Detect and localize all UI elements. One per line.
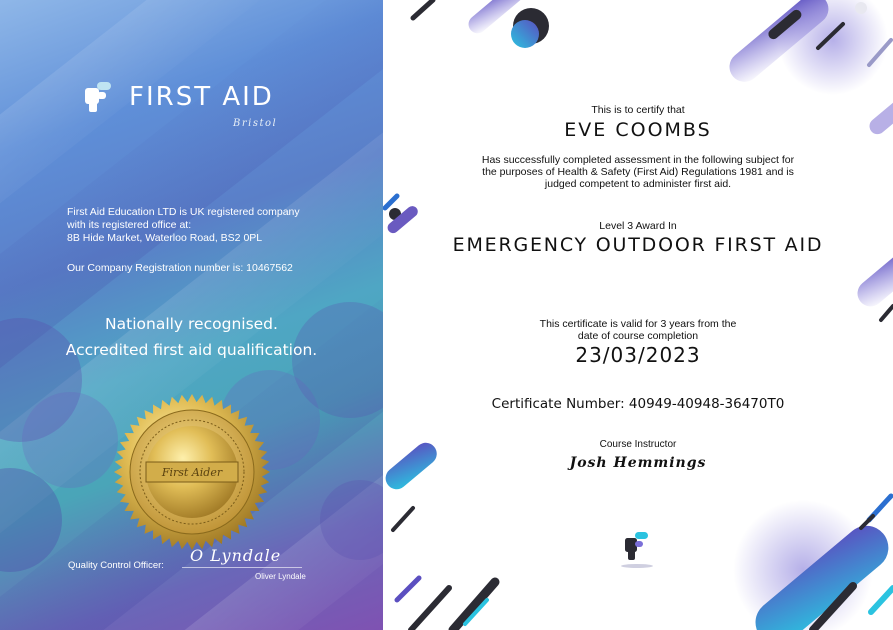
mini-logo-icon <box>621 528 653 564</box>
assessment-text <box>383 154 893 190</box>
gold-seal-icon <box>112 392 272 552</box>
quality-control-name: Oliver Lyndale <box>255 572 306 581</box>
course-title: EMERGENCY OUTDOOR FIRST AID <box>452 234 824 256</box>
signature-line <box>182 567 302 568</box>
award-level: Level 3 Award In <box>599 220 677 232</box>
seal-text: First Aider <box>161 466 223 479</box>
validity-text <box>383 318 893 342</box>
quality-control-label: Quality Control Officer: <box>68 560 164 571</box>
certificate-number: Certificate Number: 40949-40948-36470T0 <box>491 396 785 412</box>
first-aid-logo-icon <box>80 78 116 114</box>
company-info <box>67 206 337 245</box>
recipient-name: EVE COOMBS <box>564 119 712 141</box>
validity-line: date of course completion <box>577 330 699 342</box>
tagline-line-2: Accredited first aid qualification. <box>65 341 318 359</box>
completion-date: 23/03/2023 <box>575 343 701 367</box>
certify-text: This is to certify that <box>591 104 685 116</box>
validity-line: This certificate is valid for 3 years from the <box>539 318 737 330</box>
brand-subtitle: Bristol <box>233 118 278 129</box>
brand-block <box>80 76 320 136</box>
company-address: 8B Hide Market, Waterloo Road, BS2 0PL <box>67 232 263 244</box>
tagline-line-1: Nationally recognised. <box>105 315 278 333</box>
left-panel <box>0 0 383 630</box>
assessment-line: the purposes of Health & Safety (First Aid) Regulations 1981 and is <box>482 166 794 178</box>
instructor-signature: Josh Hemmings <box>569 455 707 471</box>
quality-control-signature: O Lyndale <box>190 546 282 565</box>
brand-title: FIRST AID <box>129 82 274 112</box>
instructor-label: Course Instructor <box>599 439 677 450</box>
company-line: First Aid Education LTD is UK registered company <box>67 206 300 218</box>
company-registration: Our Company Registration number is: 10467562 <box>67 262 293 274</box>
company-line: with its registered office at: <box>67 219 192 231</box>
assessment-line: judged competent to administer first aid. <box>544 178 732 190</box>
assessment-line: Has successfully completed assessment in the following subject for <box>481 154 795 166</box>
right-panel <box>383 0 893 630</box>
